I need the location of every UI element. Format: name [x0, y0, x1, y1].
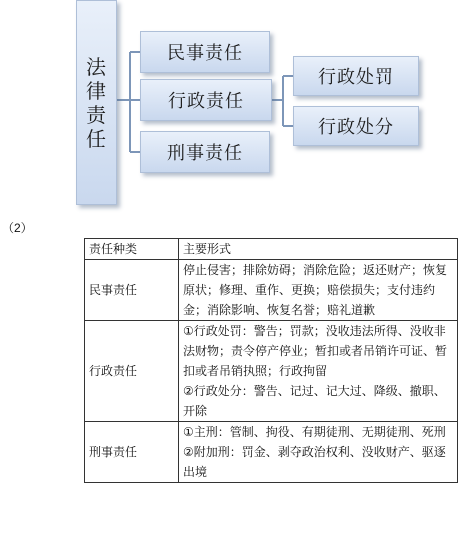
table-row-criminal	[85, 422, 458, 483]
forms-civil-text: 停止侵害；排除妨碍；消除危险；返还财产；恢复原状；修理、重作、更换；赔偿损失；支付违约金；消除影响、恢复名誉；赔礼道歉	[183, 263, 448, 317]
cell-forms-civil	[179, 260, 458, 321]
liability-forms-table	[84, 238, 458, 483]
root-char-4: 任	[86, 126, 107, 151]
node-civil-liability	[140, 31, 270, 73]
cell-type-administrative: 行政责任	[85, 321, 179, 422]
node-administrative-penalty-label: 行政处罚	[318, 67, 394, 88]
header-liability-type: 责任种类	[85, 239, 179, 260]
node-administrative-sanction-label: 行政处分	[318, 117, 394, 138]
node-civil-liability-label: 民事责任	[167, 43, 243, 64]
cell-type-civil: 民事责任	[85, 260, 179, 321]
cell-forms-administrative	[179, 321, 458, 422]
table-header-row	[85, 239, 458, 260]
root-char-1: 法	[86, 54, 107, 79]
cell-type-criminal: 刑事责任	[85, 422, 179, 483]
node-administrative-liability	[140, 79, 272, 121]
forms-admin-sanction: ②行政处分：警告、记过、记大过、降级、撤职、开除	[183, 384, 446, 418]
forms-principal-punishment: ①主刑：管制、拘役、有期徒刑、无期徒刑、死刑	[183, 425, 446, 439]
table-row-civil	[85, 260, 458, 321]
node-administrative-sanction	[293, 106, 419, 146]
table-row-administrative	[85, 321, 458, 422]
header-main-forms: 主要形式	[179, 239, 458, 260]
root-node-legal-liability	[76, 0, 117, 205]
cell-forms-criminal	[179, 422, 458, 483]
root-char-3: 责	[86, 102, 107, 127]
node-criminal-liability-label: 刑事责任	[167, 143, 243, 164]
node-administrative-liability-label: 行政责任	[168, 91, 244, 112]
forms-supplementary-punishment: ②附加刑：罚金、剥夺政治权利、没收财产、驱逐出境	[183, 445, 446, 479]
node-administrative-penalty	[293, 56, 419, 96]
root-char-2: 律	[86, 78, 107, 103]
section-label: （2）	[2, 221, 33, 235]
forms-admin-penalty: ①行政处罚：警告；罚款；没收违法所得、没收非法财物；责令停产停业；暂扣或者吊销许可证、暂扣或者吊销执照；行政拘留	[183, 324, 448, 378]
node-criminal-liability	[140, 131, 270, 173]
